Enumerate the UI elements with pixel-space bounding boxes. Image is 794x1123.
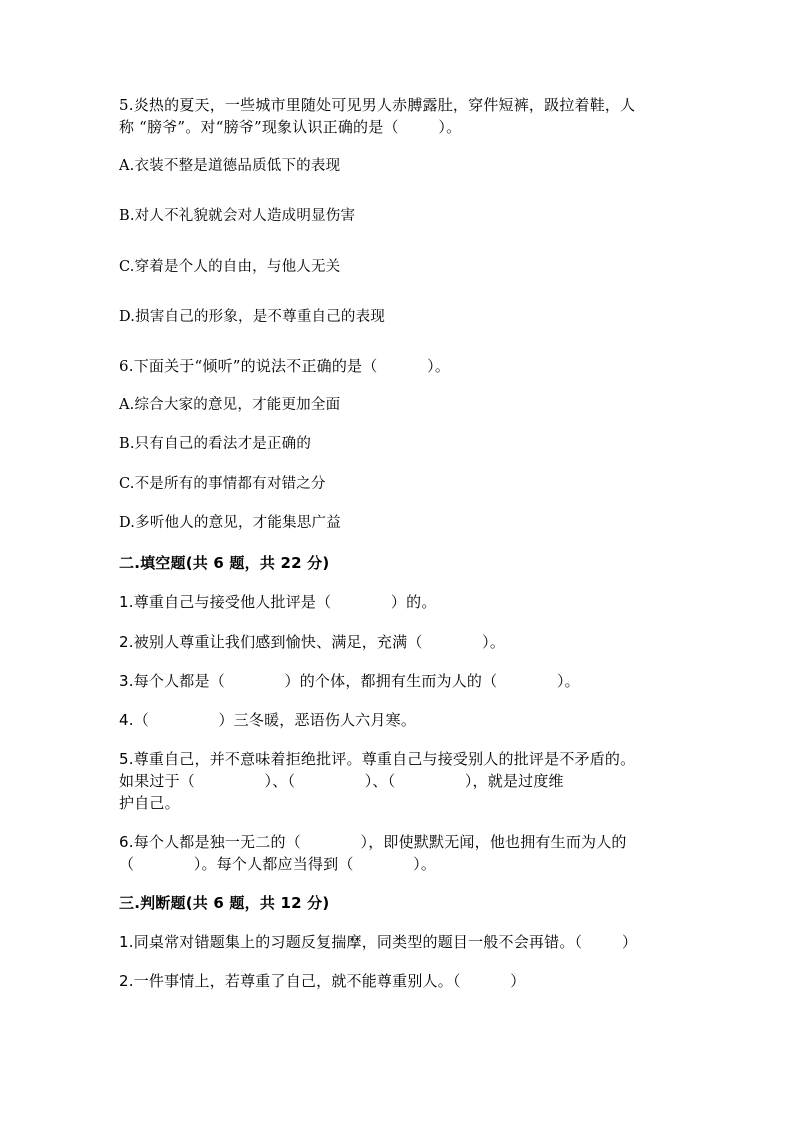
question-6-option-a: A.综合大家的意见，才能更加全面 — [119, 397, 341, 413]
fill-question-1: 1.尊重自己与接受他人批评是（ ）的。 — [119, 593, 437, 611]
judge-question-1: 1.同桌常对错题集上的习题反复揣摩，同类型的题目一般不会再错。（ ） — [119, 933, 638, 951]
fill-question-4: 4.（ ）三冬暖，恶语伤人六月寒。 — [119, 711, 417, 729]
fill-question-5-line2: 如果过于（ ）、（ ）、（ ），就是过度维 — [119, 772, 564, 790]
fill-question-5-line3: 护自己。 — [119, 794, 180, 812]
fill-question-2: 2.被别人尊重让我们感到愉快、满足，充满（ ）。 — [119, 633, 506, 651]
question-5-option-c: C.穿着是个人的自由，与他人无关 — [119, 259, 341, 275]
question-5-option-d: D.损害自己的形象，是不尊重自己的表现 — [119, 309, 386, 325]
fill-question-3: 3.每个人都是（ ）的个体，都拥有生而为人的（ ）。 — [119, 672, 580, 690]
question-5-option-b: B.对人不礼貌就会对人造成明显伤害 — [119, 208, 356, 224]
question-6-stem: 6.下面关于“倾听”的说法不正确的是（ ）。 — [119, 357, 451, 375]
question-6-option-d: D.多听他人的意见，才能集思广益 — [119, 515, 341, 531]
judge-question-2: 2.一件事情上，若尊重了自己，就不能尊重别人。（ ） — [119, 972, 526, 990]
fill-question-6-line1: 6.每个人都是独一无二的（ ），即使默默无闻，他也拥有生而为人的 — [119, 833, 627, 851]
question-5-stem-line2: 称 “膀爷”。对“膀爷”现象认识正确的是（ ）。 — [119, 118, 462, 136]
section-3-heading: 三.判断题(共 6 题，共 12 分) — [119, 894, 330, 912]
question-6-option-c: C.不是所有的事情都有对错之分 — [119, 476, 326, 492]
fill-question-6-line2: （ ）。每个人都应当得到（ ）。 — [119, 855, 437, 873]
question-6-option-b: B.只有自己的看法才是正确的 — [119, 436, 312, 452]
section-2-heading: 二.填空题(共 6 题，共 22 分) — [119, 554, 330, 572]
question-5-stem-line1: 5.炎热的夏天，一些城市里随处可见男人赤膊露肚，穿件短裤，趿拉着鞋，人 — [119, 96, 636, 114]
fill-question-5-line1: 5.尊重自己，并不意味着拒绝批评。尊重自己与接受别人的批评是不矛盾的。 — [119, 750, 636, 768]
question-5-option-a: A.衣装不整是道德品质低下的表现 — [119, 158, 341, 174]
